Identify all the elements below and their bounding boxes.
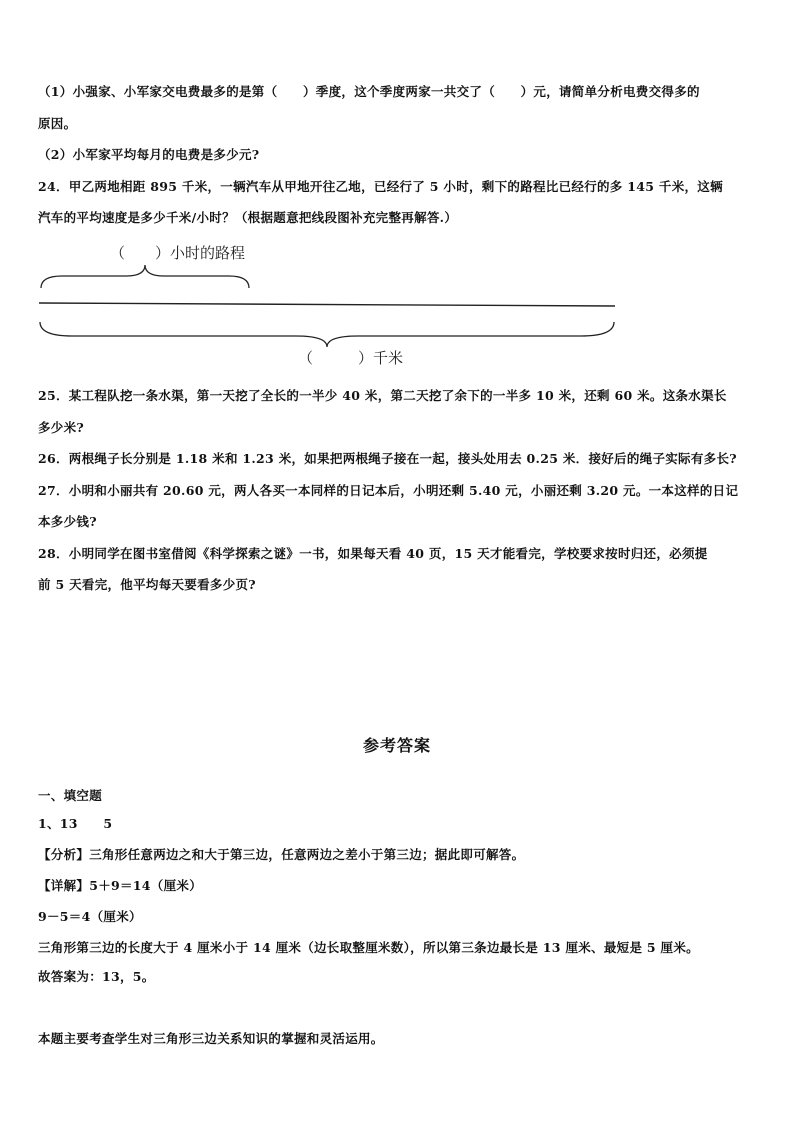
question-23-part2: （2）小军家平均每月的电费是多少元? <box>38 147 260 162</box>
question-25-line1: 25．某工程队挖一条水渠，第一天挖了全长的一半少 40 米，第二天挖了余下的一半多 10 米，还剩 60 米。这条水渠长 <box>38 388 727 403</box>
question-23-part1-line1: （1）小强家、小军家交电费最多的是第（ ）季度，这个季度两家一共交了（ ）元，请简单分析电费交得多的 <box>38 84 700 99</box>
segment-line <box>39 303 615 306</box>
answer-conclusion: 三角形第三边的长度大于 4 厘米小于 14 厘米（边长取整厘米数），所以第三条边最长是 13 厘米、最短是 5 厘米。 <box>38 940 699 955</box>
answers-section-title: 一、填空题 <box>38 788 103 803</box>
answers-heading: 参考答案 <box>362 736 431 755</box>
top-brace <box>41 265 249 288</box>
question-25-line2: 多少米? <box>38 420 85 435</box>
question-28-line2: 前 5 天看完，他平均每天要看多少页? <box>38 577 256 592</box>
answer-detail: 【详解】5＋9＝14（厘米） <box>38 878 202 893</box>
answer-comment: 本题主要考查学生对三角形三边关系知识的掌握和灵活运用。 <box>38 1031 384 1046</box>
bottom-brace <box>40 322 614 347</box>
question-24-line1: 24．甲乙两地相距 895 千米，一辆汽车从甲地开往乙地，已经行了 5 小时，剩下的路程比已经行的多 145 千米，这辆 <box>38 179 723 194</box>
answer-final: 故答案为：13，5。 <box>38 969 155 984</box>
question-28-line1: 28．小明同学在图书室借阅《科学探索之谜》一书，如果每天看 40 页，15 天才能看完，学校要求按时归还，必须提 <box>38 546 708 561</box>
diagram-bottom-label: （ ）千米 <box>298 349 404 367</box>
answer-1: 1、13 5 <box>38 816 113 831</box>
question-23-part1-line2: 原因。 <box>38 116 77 131</box>
question-24-line2: 汽车的平均速度是多少千米/小时？（根据题意把线段图补充完整再解答.） <box>38 210 458 225</box>
answer-analysis: 【分析】三角形任意两边之和大于第三边，任意两边之差小于第三边；据此即可解答。 <box>38 847 525 862</box>
question-27-line1: 27．小明和小丽共有 20.60 元，两人各买一本同样的日记本后，小明还剩 5.40 元，小丽还剩 3.20 元。一本这样的日记 <box>38 483 739 498</box>
question-27-line2: 本多少钱? <box>38 514 97 529</box>
diagram-top-label: （ ）小时的路程 <box>110 244 246 262</box>
answer-calculation: 9－5＝4（厘米） <box>38 909 142 924</box>
question-26: 26．两根绳子长分别是 1.18 米和 1.23 米，如果把两根绳子接在一起，接头处用去 0.25 米．接好后的绳子实际有多长? <box>38 451 737 466</box>
